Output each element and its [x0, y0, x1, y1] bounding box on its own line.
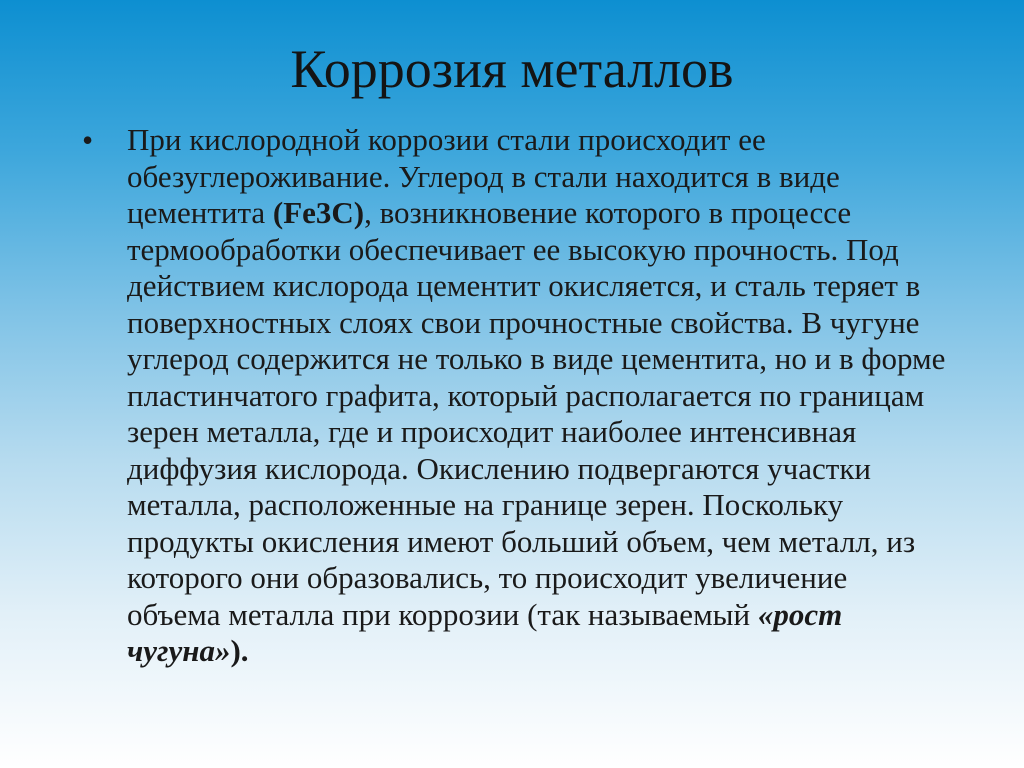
paragraph-text-1: При кислородной коррозии стали происходит ее обезуглероживание. Углерод в стали находится в виде цементита: [127, 122, 840, 230]
paragraph-text-2: , возникновение которого в процессе термообработки обеспечивает ее высокую прочность. Под действием кислорода цементит окисляется, и сталь теряет в поверхностных слоях свои прочностные свойства. В чугуне углерод содержится не только в виде цементита, но и в форме пластинчатого графита, который располагается по границам зерен металла, где и происходит наиболее интенсивная диффузия кислорода. Окислению подвергаются участки металла, расположенные на границе зерен. Поскольку продукты окисления имеют больший объем, чем металл, из которого они образовались, то происходит увеличение объема металла при коррозии (так называемый: [127, 195, 946, 632]
bullet-icon: •: [82, 122, 94, 158]
paragraph-text-3: ).: [230, 633, 249, 668]
emphasis-term: «рост чугуна»: [127, 596, 843, 668]
bullet-paragraph: [127, 122, 947, 670]
slide-content: [82, 122, 962, 670]
slide-title: Коррозия металлов: [290, 39, 734, 99]
chemical-formula: (Fe3C): [272, 195, 365, 230]
bullet-item: [82, 122, 962, 670]
